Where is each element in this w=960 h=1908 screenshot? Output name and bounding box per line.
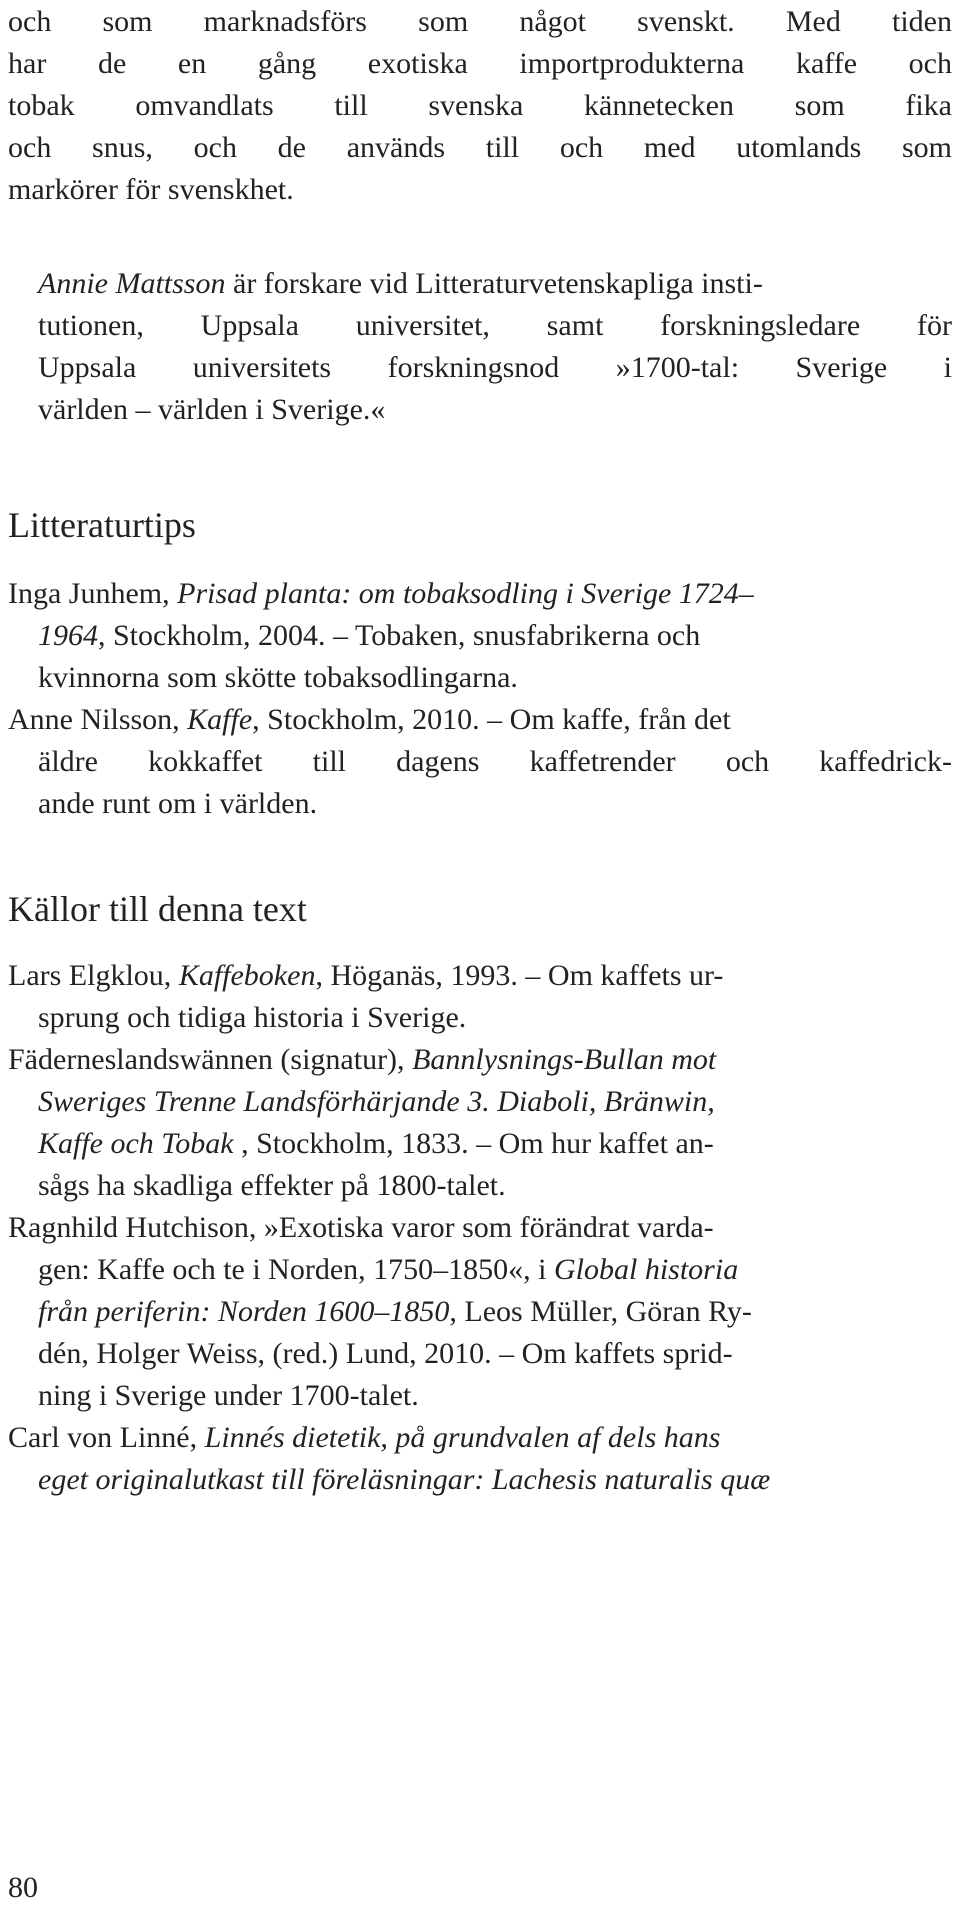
text-line — [38, 1458, 770, 1502]
text-line: markörer för svenskhet. — [8, 173, 294, 206]
text-line — [38, 614, 700, 658]
section-heading-kallor: Källor till denna text — [8, 889, 307, 929]
ref-text: , Höganäs, 1993. – Om kaffets ur- — [315, 959, 724, 992]
text-line — [38, 1290, 752, 1334]
ref-author: Fäderneslandswännen (signatur), — [8, 1043, 413, 1076]
ref-title: Global historia — [554, 1253, 739, 1286]
ref-author: Carl von Linné, — [8, 1421, 205, 1454]
text-line: har de en gång exotiska importprodukterna kaffe och — [8, 47, 952, 80]
text-line: ning i Sverige under 1700-talet. — [38, 1379, 419, 1412]
ref-title: 1964 — [38, 619, 98, 652]
ref-text: , Leos Müller, Göran Ry- — [449, 1295, 752, 1328]
ref-title: Kaffeboken — [178, 959, 316, 992]
ref-title: Kaffe — [187, 703, 253, 736]
ref-text: , Stockholm, 1833. – Om hur kaffet an- — [233, 1127, 714, 1160]
ref-text: , Stockholm, 2004. – Tobaken, snusfabrikerna och — [98, 619, 701, 652]
text-line: och som marknadsförs som något svenskt. Med tiden — [8, 5, 952, 38]
text-line: dén, Holger Weiss, (red.) Lund, 2010. – Om kaffets sprid- — [38, 1337, 733, 1370]
ref-author: Lars Elgklou, — [8, 959, 179, 992]
ref-title: Sweriges Trenne Landsförhärjande 3. Diaboli, Bränwin, — [38, 1085, 715, 1118]
ref-title: från periferin: Norden 1600–1850 — [38, 1295, 450, 1328]
text-line — [8, 1416, 720, 1460]
section-heading-litteraturtips: Litteraturtips — [8, 505, 196, 545]
text-line — [8, 954, 723, 998]
text-line: äldre kokkaffet till dagens kaffetrender och kaffedrick- — [38, 745, 952, 778]
text-line: Uppsala universitets forskningsnod »1700-tal: Sverige i — [38, 351, 952, 384]
ref-title: Bannlysnings-Bullan mot — [412, 1043, 717, 1076]
ref-author: Inga Junhem, — [8, 577, 178, 610]
text-line: kvinnorna som skötte tobaksodlingarna. — [38, 661, 518, 694]
text-line: och snus, och de används till och med utomlands som — [8, 131, 952, 164]
text-line: Ragnhild Hutchison, »Exotiska varor som förändrat varda- — [8, 1211, 714, 1244]
text-line: sågs ha skadliga effekter på 1800-talet. — [38, 1169, 506, 1202]
text-line: ande runt om i världen. — [38, 787, 318, 820]
text-line — [38, 1080, 715, 1124]
text-line — [38, 1122, 714, 1166]
ref-author: Anne Nilsson, — [8, 703, 188, 736]
author-name: Annie Mattsson — [38, 267, 226, 300]
text-line: sprung och tidiga historia i Sverige. — [38, 1001, 467, 1034]
text-line: tobak omvandlats till svenska kännetecken som fika — [8, 89, 952, 122]
text-line — [38, 262, 952, 306]
text-line: världen – världen i Sverige.« — [38, 393, 386, 426]
ref-title: Kaffe och Tobak — [38, 1127, 234, 1160]
ref-title: Linnés dietetik, på grundvalen af dels hans — [204, 1421, 721, 1454]
ref-title: Prisad planta: om tobaksodling i Sverige 1724– — [177, 577, 754, 610]
bio-text: är forskare vid Litteraturvetenskapliga insti- — [225, 267, 763, 300]
page-number: 80 — [8, 1871, 38, 1904]
ref-title: eget originalutkast till föreläsningar: Lachesis naturalis quæ — [38, 1463, 771, 1496]
text-line — [8, 698, 731, 742]
ref-text: , Stockholm, 2010. – Om kaffe, från det — [252, 703, 731, 736]
text-line — [38, 1248, 738, 1292]
text-line — [8, 1038, 716, 1082]
text-line — [8, 572, 754, 616]
text-line: tutionen, Uppsala universitet, samt forskningsledare för — [38, 309, 952, 342]
ref-text: gen: Kaffe och te i Norden, 1750–1850«, i — [38, 1253, 554, 1286]
